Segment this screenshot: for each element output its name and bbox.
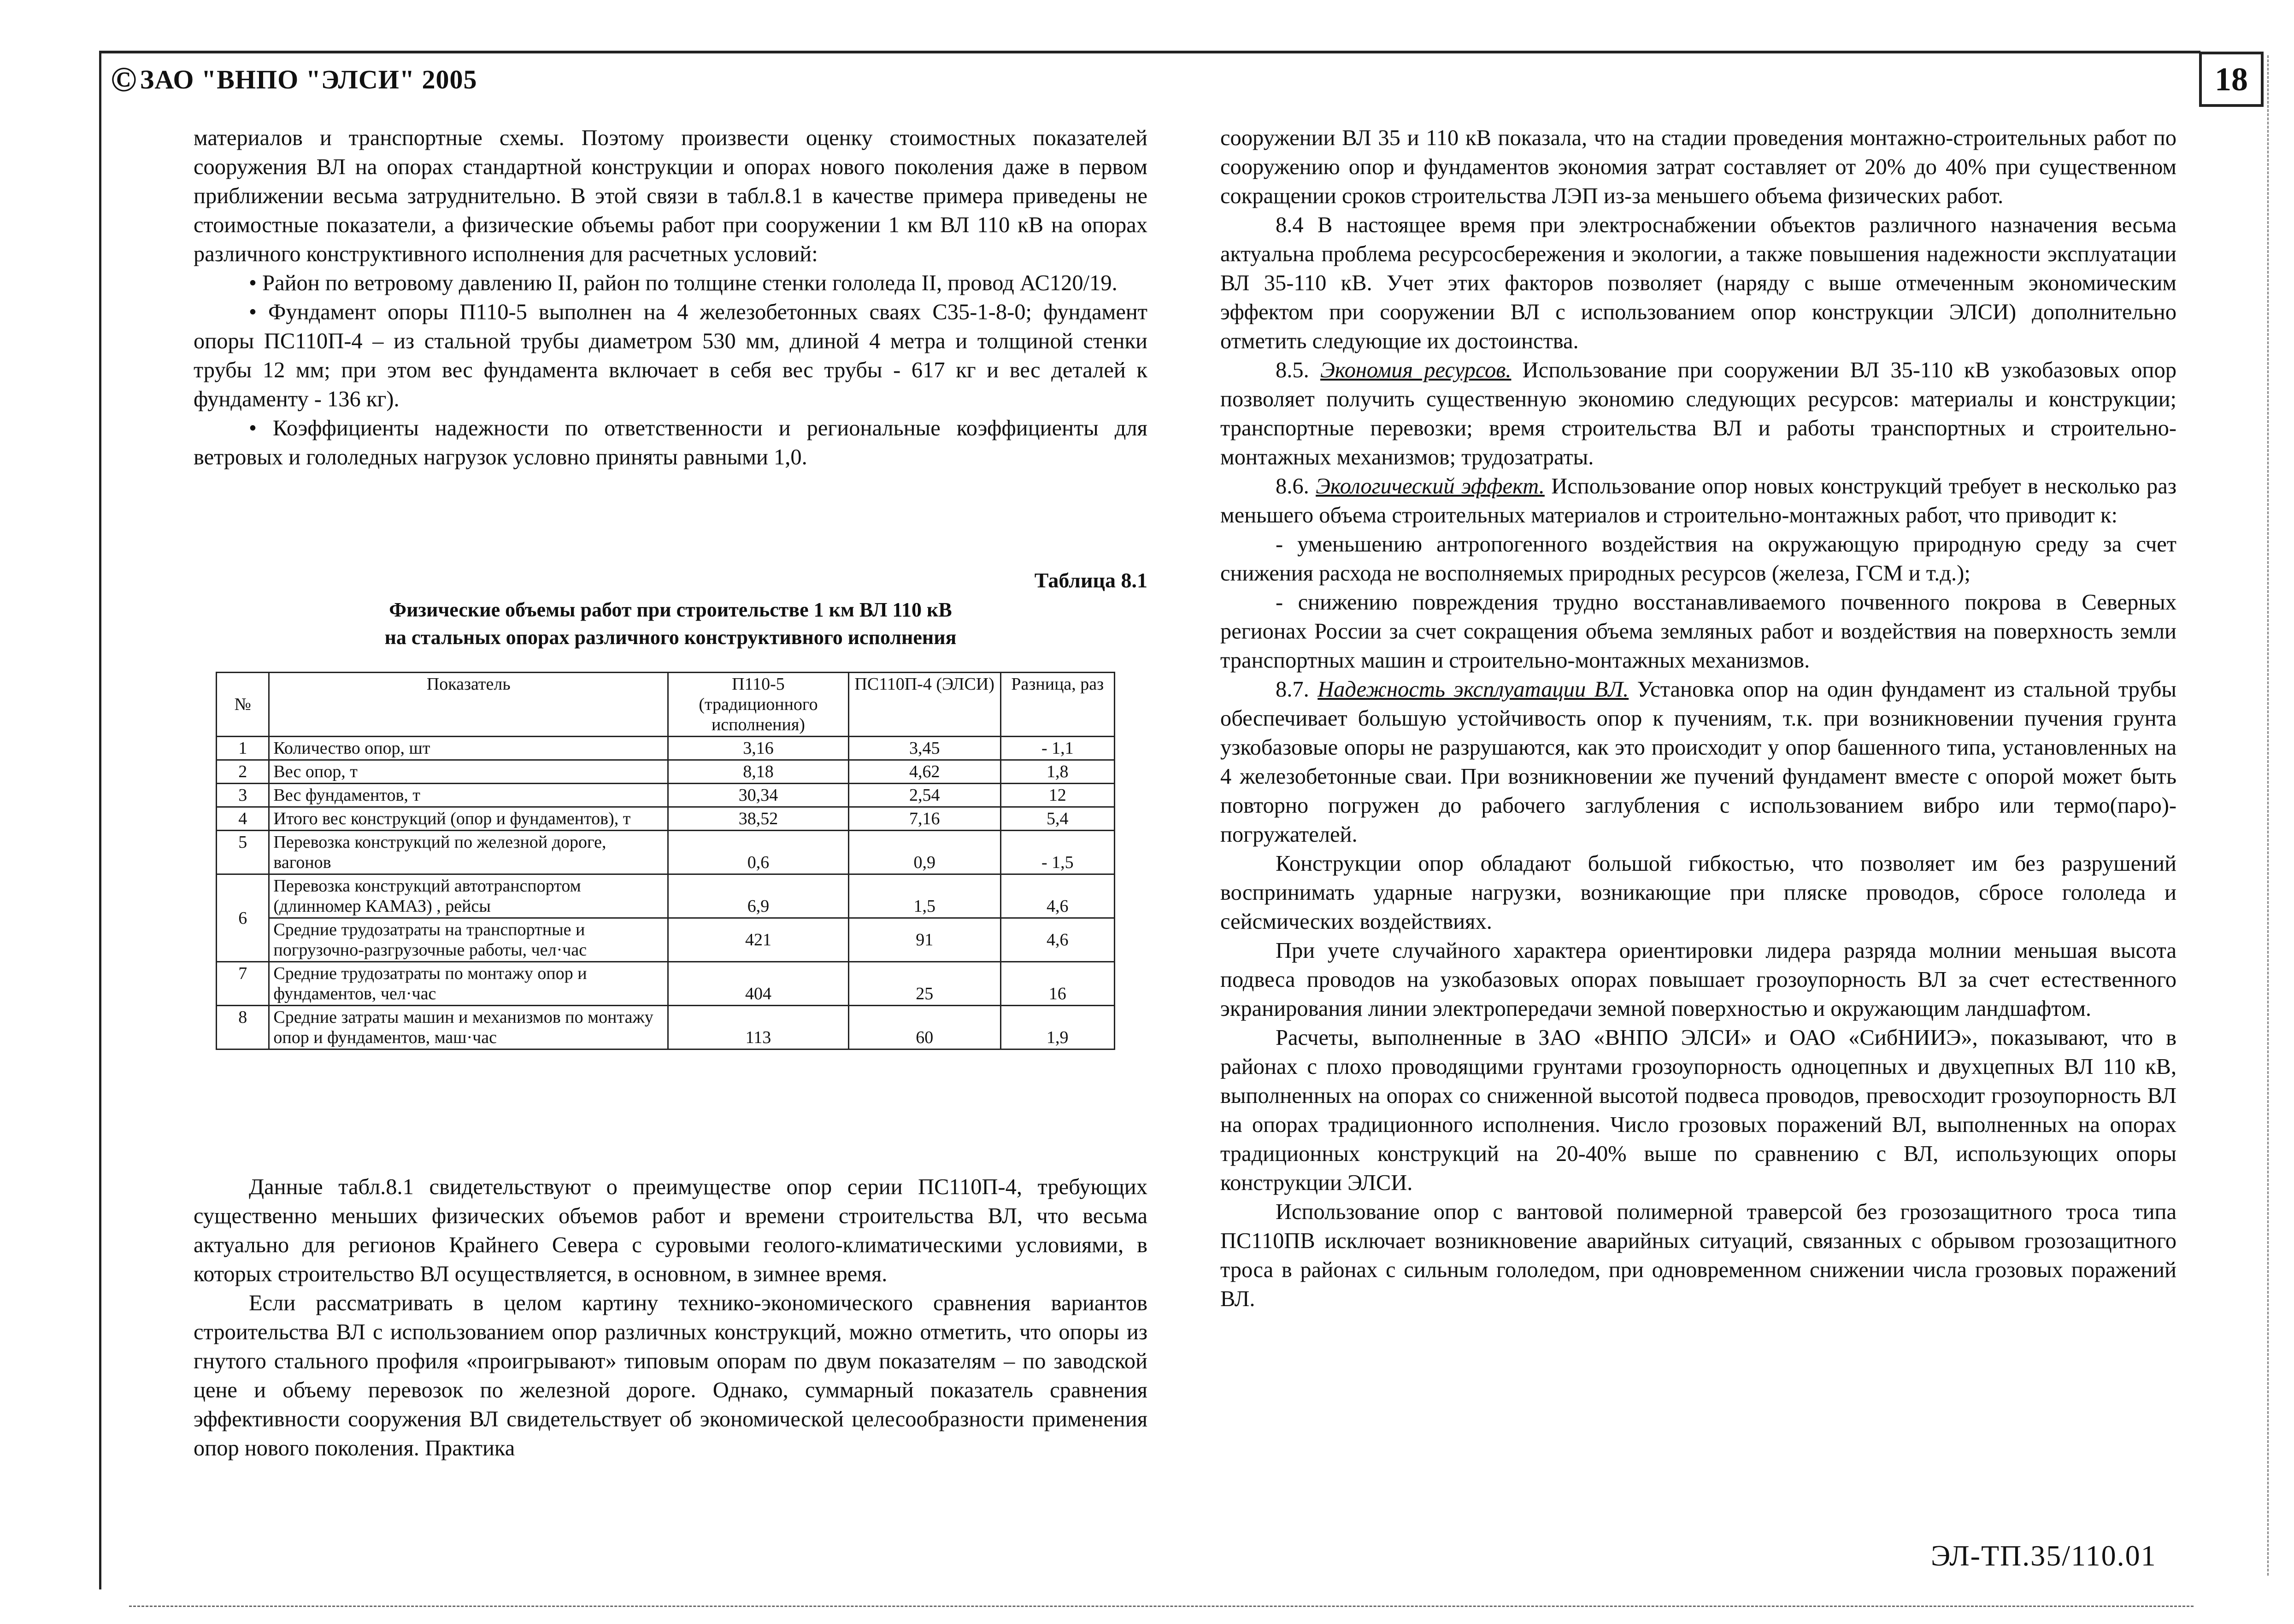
cell-diff: - 1,5 xyxy=(1000,831,1114,874)
table-row xyxy=(217,918,1115,962)
frame-right-line xyxy=(2267,55,2269,1576)
cell-p110: 0,6 xyxy=(668,831,849,874)
cell-p110: 8,18 xyxy=(668,760,849,784)
cell-diff: 4,6 xyxy=(1000,874,1114,918)
col-header-num: № xyxy=(217,673,269,737)
table-row xyxy=(217,784,1115,807)
cell-diff: 1,8 xyxy=(1000,760,1114,784)
cell-ps110: 1,5 xyxy=(848,874,1000,918)
left-paragraph: материалов и транспортные схемы. Поэтому произвести оценку стоимостных показателей сооружения ВЛ на опорах стандартной конструкции и опорах нового поколения даже в первом приближении весьма затруднительно. В этой связи в табл.8.1 в качестве примера приведены не стоимостные показатели, а физические объемы работ при сооружении 1 км ВЛ 110 кВ на опорах различного конструктивного исполнения для расчетных условий: xyxy=(194,126,1147,266)
right-paragraph: Использование опор с вантовой полимерной траверсой без грозозащитного троса типа ПС110ПВ исключает возникновение аварийных ситуаций, связанных с обрывом грозозащитного троса в районах с сильным гололедом, при одновременном снижении числа грозовых поражений ВЛ. xyxy=(1220,1200,2176,1311)
frame-top-line xyxy=(99,51,2200,53)
section-title: Надежность эксплуатации ВЛ. xyxy=(1318,677,1629,702)
left-column xyxy=(194,123,1147,472)
cell-ps110: 2,54 xyxy=(848,784,1000,807)
cell-name: Средние трудозатраты на транспортные и погрузочно-разгрузочные работы, чел·час xyxy=(269,918,668,962)
right-paragraph: сооружении ВЛ 35 и 110 кВ показала, что на стадии проведения монтажно-строительных работ по сооружению опор и фундаментов экономия затрат составляет от 20% до 40% при существенном сокращении сроков строительства ЛЭП из-за меньшего объема физических работ. xyxy=(1220,126,2176,208)
header-title: ЗАО "ВНПО "ЭЛСИ" 2005 xyxy=(140,64,477,94)
cell-diff: 4,6 xyxy=(1000,918,1114,962)
table-row xyxy=(217,737,1115,760)
section-text: Использование опор новых конструкций требует в несколько раз меньшего объема строительных материалов и строительно-монтажных работ, что приводит к: xyxy=(1220,474,2176,528)
cell-num: 7 xyxy=(217,962,269,1006)
table-row xyxy=(217,760,1115,784)
cell-num: 3 xyxy=(217,784,269,807)
cell-num: 5 xyxy=(217,831,269,874)
table-title-line: Физические объемы работ при строительстве 1 км ВЛ 110 кВ xyxy=(389,598,952,621)
section-8-6 xyxy=(1220,472,2176,530)
right-paragraph: Расчеты, выполненные в ЗАО «ВНПО ЭЛСИ» и ОАО «СибНИИЭ», показывают, что в районах с плохо проводящими грунтами грозоупорность одноцепных и двухцепных ВЛ 110 кВ, выполненных на опорах со сниженной высотой подвеса проводов, превосходит грозоупорность ВЛ на опорах традиционного исполнения. Число грозовых поражений ВЛ, выполненных на опорах традиционных конструкций на 20-40% выше по сравнению с ВЛ, использующих опоры конструкции ЭЛСИ. xyxy=(1220,1026,2176,1195)
col-header-diff: Разница, раз xyxy=(1000,673,1114,737)
bullet-item: • Коэффициенты надежности по ответственности и региональные коэффициенты для ветровых и гололедных нагрузок условно приняты равными 1,0. xyxy=(194,416,1147,469)
left-column-after-table xyxy=(194,1173,1147,1463)
section-8-7 xyxy=(1220,675,2176,849)
table-row xyxy=(217,831,1115,874)
col-header-p110: П110-5 (традиционного исполнения) xyxy=(668,673,849,737)
cell-name: Итого вес конструкций (опор и фундаментов), т xyxy=(269,807,668,831)
right-paragraph: При учете случайного характера ориентировки лидера разряда молнии меньшая высота подвеса проводов на узкобазовых опорах повышает грозоупорность ВЛ за счет естественного экранирования линии электропередачи земной поверхностью и окружающим ландшафтом. xyxy=(1220,938,2176,1021)
list-item: - снижению повреждения трудно восстанавливаемого почвенного покрова в Северных регионах России за счет сокращения объема земляных работ и воздействия на поверхность земли транспортных машин и строительно-монтажных механизмов. xyxy=(1220,590,2176,673)
cell-diff: 16 xyxy=(1000,962,1114,1006)
table-row xyxy=(217,962,1115,1006)
cell-diff: 5,4 xyxy=(1000,807,1114,831)
cell-name: Количество опор, шт xyxy=(269,737,668,760)
col-header-ps110: ПС110П-4 (ЭЛСИ) xyxy=(848,673,1000,737)
table-row xyxy=(217,874,1115,918)
section-text: Использование при сооружении ВЛ 35-110 кВ узкобазовых опор позволяет получить существенную экономию следующих ресурсов: материалы и конструкции; транспортные перевозки; время строительства ВЛ и работы транспортных и строительно-монтажных механизмов; трудозатраты. xyxy=(1220,358,2176,469)
cell-p110: 3,16 xyxy=(668,737,849,760)
document-code: ЭЛ-ТП.35/110.01 xyxy=(1931,1539,2157,1572)
page-number: 18 xyxy=(2199,52,2264,107)
table-header-row xyxy=(217,673,1115,737)
cell-ps110: 7,16 xyxy=(848,807,1000,831)
col-header-indicator: Показатель xyxy=(269,673,668,737)
right-paragraph: 8.4 В настоящее время при электроснабжении объектов различного назначения весьма актуальна проблема ресурсосбережения и экологии, а также повышения надежности эксплуатации ВЛ 35-110 кВ. Учет этих факторов позволяет (наряду с выше отмеченным экономическим эффектом при сооружении ВЛ с использованием опор конструкции ЭЛСИ) дополнительно отметить следующие их достоинства. xyxy=(1220,213,2176,353)
bullet-item: • Фундамент опоры П110-5 выполнен на 4 железобетонных сваях С35-1-8-0; фундамент опоры ПС110П-4 – из стальной трубы диаметром 530 мм, длиной 4 метра и толщиной стенки трубы 12 мм; при этом вес фундамента включает в себя вес трубы - 617 кг и вес деталей к фундаменту - 136 кг). xyxy=(194,300,1147,411)
cell-p110: 404 xyxy=(668,962,849,1006)
section-number: 8.5. xyxy=(1276,358,1309,382)
cell-p110: 6,9 xyxy=(668,874,849,918)
cell-num: 8 xyxy=(217,1006,269,1049)
cell-diff: - 1,1 xyxy=(1000,737,1114,760)
cell-p110: 38,52 xyxy=(668,807,849,831)
frame-bottom-line xyxy=(129,1606,2194,1607)
cell-diff: 12 xyxy=(1000,784,1114,807)
cell-ps110: 60 xyxy=(848,1006,1000,1049)
right-column xyxy=(1220,123,2176,1313)
cell-name: Вес опор, т xyxy=(269,760,668,784)
list-item: - уменьшению антропогенного воздействия на окружающую природную среду за счет снижения расхода не восполняемых природных ресурсов (железа, ГСМ и т.д.); xyxy=(1220,532,2176,586)
cell-ps110: 25 xyxy=(848,962,1000,1006)
section-number: 8.6. xyxy=(1276,474,1309,498)
left-paragraph: Данные табл.8.1 свидетельствуют о преимуществе опор серии ПС110П-4, требующих существенно меньших физических объемов работ и времени строительства ВЛ, что весьма актуально для регионов Крайнего Севера с суровыми геолого-климатическими условиями, в которых строительство ВЛ осуществляется, в основном, в зимнее время. xyxy=(194,1175,1147,1286)
table-caption xyxy=(194,567,1147,651)
cell-p110: 113 xyxy=(668,1006,849,1049)
section-text: Установка опор на один фундамент из стальной трубы обеспечивает большую устойчивость опор к пучениям, т.к. при возникновении пучения грунта узкобазовые опоры не разрушаются, как это происходит у опор башенного типа, установленных на 4 железобетонные сваи. При возникновении же пучений фундамент вместе с опорой может быть повторно погружен до рабочего заглубления с использованием вибро или термо(паро)-погружателей. xyxy=(1220,677,2176,847)
left-paragraph: Если рассматривать в целом картину технико-экономического сравнения вариантов строительства ВЛ с использованием опор различных конструкций, можно отметить, что опоры из гнутого стального профиля «проигрывают» типовым опорам по двум показателям – по заводской цене и объему перевозок по железной дороге. Однако, суммарный показатель сравнения эффективности сооружения ВЛ свидетельствует об экономической целесообразности применения опор нового поколения. Практика xyxy=(194,1291,1147,1460)
table-row xyxy=(217,1006,1115,1049)
page-header xyxy=(111,60,477,100)
cell-name: Вес фундаментов, т xyxy=(269,784,668,807)
cell-ps110: 3,45 xyxy=(848,737,1000,760)
section-number: 8.7. xyxy=(1276,677,1309,702)
frame-left-line xyxy=(99,51,101,1589)
copyright-icon: © xyxy=(111,60,137,99)
table-row xyxy=(217,807,1115,831)
section-title: Экономия ресурсов. xyxy=(1320,358,1512,382)
table-title-line: на стальных опорах различного конструктивного исполнения xyxy=(384,626,957,649)
bullet-item: • Район по ветровому давлению II, район по толщине стенки гололеда II, провод АС120/19. xyxy=(249,271,1118,295)
cell-num: 1 xyxy=(217,737,269,760)
section-title: Экологический эффект. xyxy=(1316,474,1545,498)
section-8-5 xyxy=(1220,356,2176,472)
cell-p110: 421 xyxy=(668,918,849,962)
cell-p110: 30,34 xyxy=(668,784,849,807)
cell-ps110: 4,62 xyxy=(848,760,1000,784)
cell-ps110: 0,9 xyxy=(848,831,1000,874)
cell-ps110: 91 xyxy=(848,918,1000,962)
work-volume-table xyxy=(216,672,1115,1050)
cell-diff: 1,9 xyxy=(1000,1006,1114,1049)
cell-name: Средние трудозатраты по монтажу опор и фундаментов, чел·час xyxy=(269,962,668,1006)
cell-num: 2 xyxy=(217,760,269,784)
cell-num: 4 xyxy=(217,807,269,831)
cell-name: Перевозка конструкций автотранспортом (длинномер КАМАЗ) , рейсы xyxy=(269,874,668,918)
cell-name: Перевозка конструкций по железной дороге, вагонов xyxy=(269,831,668,874)
right-paragraph: Конструкции опор обладают большой гибкостью, что позволяет им без разрушений воспринимать ударные нагрузки, возникающие при пляске проводов, сбросе гололеда и сейсмических воздействиях. xyxy=(1220,851,2176,934)
cell-num: 6 xyxy=(217,874,269,962)
table-number: Таблица 8.1 xyxy=(1034,569,1147,592)
cell-name: Средние затраты машин и механизмов по монтажу опор и фундаментов, маш·час xyxy=(269,1006,668,1049)
